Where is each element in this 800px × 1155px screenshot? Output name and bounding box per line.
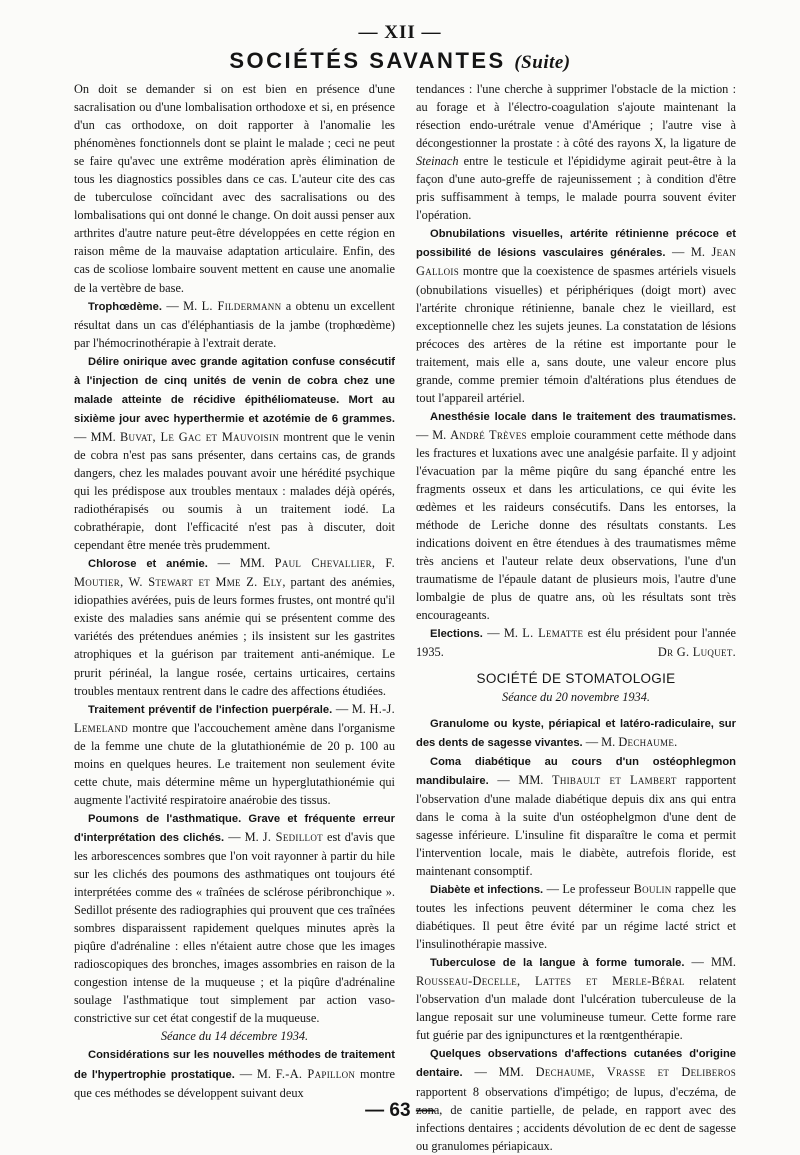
paragraph-heading: Elections. — [430, 628, 483, 641]
author-name: F.-A. Papillon — [275, 1066, 356, 1081]
page-number: — 63 — — [365, 1100, 435, 1121]
paragraph-text: est élu président pour l'année 1935. — [416, 626, 737, 660]
paragraph — [416, 714, 736, 752]
author-name: André Trèves — [450, 427, 527, 442]
left-column — [74, 80, 395, 1102]
dash: — M. — [416, 427, 451, 442]
dash: — M. — [224, 829, 263, 844]
paragraph — [74, 700, 395, 809]
author-name: Dechaume, Vrasse et Deliberos — [535, 1065, 736, 1080]
author-name: J. Sedillot — [262, 829, 323, 844]
paragraph — [416, 80, 736, 224]
paragraph — [74, 809, 395, 1028]
paragraph-text: , partant des anémies, idiopathies avérées, puis de leurs formes frustes, ont montré qu'il existe des maladies sans anémie qui se présentent comme des variétés des prétendues anémies ; ils insistent sur les gastrites atrophiques et la guérison par traitement anti-anémique. Le prurit périnéal, la langue rosée, certains urticaires, certains troubles mentaux rentrent dans le cadre des affections étudiées. — [74, 575, 395, 698]
author-name: Buvat, Le Gac et Mauvoisin — [119, 429, 280, 444]
paragraph — [416, 953, 736, 1044]
paragraph-text: rappelle que toutes les infections peuvent déterminer le coma chez les diabétiques. Il peut être évité par un régime lacté strict et l'insulinothérapie massive. — [416, 882, 736, 952]
paragraph-heading: Quelques observations d'affections cutanées d'origine dentaire. — [416, 1048, 736, 1080]
roman-page-number: — XII — — [358, 22, 442, 43]
paragraph — [74, 297, 395, 352]
author-name: L. Fildermann — [201, 298, 282, 313]
dash: — M. — [482, 626, 523, 641]
paragraph — [74, 1045, 395, 1101]
paragraph-text: montre que la coexistence de spasmes artériels visuels (obnubilations visuelles) et périphériques (doigt mort) avec l'artérite chronique rétinienne, banale chez le vieillard, est exceptionnelle chez les sujets jeunes. La constatation de lésions précoces des artères de la rétine est importante pour le traitement, mais elle a, sans doute, une valeur encore plus grande, comme premier témoin d'altérations plus étendues de tout l'appareil artériel. — [416, 264, 736, 405]
paragraph — [416, 624, 736, 661]
paragraph-text: montre que l'accouchement amène dans l'organisme de la femme une chute de la glutathionémie de 20 p. 100 au moins en quelques heures. Le traitement non seulement évite cette chute, mais détermine même un hyperglutathionémie qui augmente l'activité respiratoire anaérobie des tissus. — [74, 720, 395, 807]
session-date: Séance du 20 novembre 1934. — [502, 689, 650, 704]
paragraph-heading: Traitement préventif de l'infection puerpérale. — [88, 703, 333, 716]
author-name: H.-J. Lemeland — [74, 701, 395, 735]
paragraph-text: a obtenu un excellent résultat dans un cas d'éléphantiasis de la jambe (trophœdème) par l'hémocrinothérapie à l'extrait derate. — [74, 298, 395, 350]
dash: — M. — [332, 701, 370, 716]
paragraph-text: rapportent 8 observations d'impétigo; de lupus, d'eczéma, de zona, de canitie partielle, de pelade, en rapport avec des infections dentaires ; accidents dévolution de ec dent de sagesse ou granulomes périapicaux. — [416, 1084, 736, 1153]
paragraph-text: emploie couramment cette méthode dans les fractures et luxations avec une analgésie parfaite. Il y adjoint l'évacuation par la même piqûre du sang épanché entre les fragments osseux et dans les articulations, ce qui évite les œdèmes et les raideurs consécutifs. Dans les entorses, la méthode de Leriche donne des résultats constants. Les indications doivent en être étendues à des traumatismes même très anciens et l'auteur relate deux observations, l'une d'un traumatisme de l'épaule datant de plusieurs mois, l'autre d'une lombalgie de plus de quatre ans, où les résultats sont très encourageants. — [416, 427, 737, 623]
paragraph — [416, 752, 736, 880]
author-name: Dechaume. — [618, 734, 678, 749]
paragraph-heading: Délire onirique avec grande agitation confuse consécutif à l'injection de cinq unités de venin de cobra chez une malade atteinte de récidive épithéliomateuse. Mort au sixième jour avec hyperthermie et azotémie de 6 grammes. — [74, 355, 395, 425]
paragraph — [416, 880, 736, 953]
paragraph-heading: Obnubilations visuelles, artérite rétinienne précoce et possibilité de lésions vasculaires générales. — [416, 228, 736, 260]
paragraph-heading: Tuberculose de la langue à forme tumorale. — [430, 957, 685, 970]
author-name: Jean Gallois — [416, 245, 736, 279]
right-column — [416, 80, 736, 1155]
author-name: Paul Chevallier, F. Moutier, W. Stewart et Mme Z. Ely — [74, 556, 395, 590]
paragraph-text: montre que ces méthodes se développent suivant deux — [74, 1066, 395, 1100]
paragraph — [416, 407, 736, 625]
dash: — Le professeur — [543, 882, 634, 897]
paragraph-heading: Considérations sur les nouvelles méthodes de traitement de l'hypertrophie prostatique. — [74, 1049, 395, 1081]
dash: — MM. — [207, 556, 275, 571]
dash: — M. — [234, 1066, 276, 1081]
paragraph-text: montrent que le venin de cobra n'est pas sans présenter, dans certains cas, de grands dangers, chez les malades pouvant avoir une hérédité psychique qui les prédispose aux troubles mentaux : malades déjà opérés, radiothérapisés ou soumis à un traitement iodé. La cobrathérapie, dont l'efficacité n'est pas à discuter, doit cependant être menée très prudemment. — [74, 429, 395, 553]
author-name: Thibault et Lambert — [552, 772, 677, 787]
title-text: SOCIÉTÉS SAVANTES — [229, 48, 506, 73]
dash: — MM. — [684, 955, 736, 970]
dash: — MM. — [488, 772, 552, 787]
author-name: Boulin — [633, 882, 672, 897]
dash: — M. — [161, 298, 202, 313]
paragraph-heading: Anesthésie locale dans le traitement des traumatismes. — [430, 410, 736, 423]
dash: — M. — [582, 734, 619, 749]
paragraph-heading: Trophœdème. — [88, 300, 162, 313]
paragraph-text: est d'avis que les arborescences sombres que l'on voit rayonner à partir du hile sur les clichés des poumons des asthmatiques ont toujours été interprétées comme des « traînées de sclérose péribronchique ». Sedillot présente des radiographies qui prouvent que ces traînées sombres disparaissent rapidement quelques minutes après la piqûre d'adrénaline : elles n'étaient autre chose que les images radioscopiques des bronches, images assombries en raison de la congestion intense de la muqueuse ; et la piqûre d'adrénaline soulage l'asthmatique tout simplement par action vaso-constrictive sur cet état congestif de la muqueuse. — [74, 829, 395, 1026]
author-name: L. Lematte — [522, 626, 584, 641]
signature: Dr G. Luquet. — [657, 645, 736, 660]
paragraph-text: entre le testicule et l'épididyme agirait peut-être à la façon d'une auto-greffe de rajeunissement ; à condition d'être pris suffisamment à temps, le malade pourra souvent éviter l'opération. — [416, 154, 736, 223]
paragraph — [416, 224, 736, 406]
section-title — [0, 48, 800, 74]
dash: — MM. — [74, 429, 120, 444]
paragraph — [74, 352, 395, 555]
paragraph-text: rapportent l'observation d'une malade diabétique depuis dix ans qui entra dans le coma à la suite d'un ostéophelgmon d'une dent de sagesse inférieure. L'insuline fit disparaître le coma et permit l'intervention locale, mais le diabète, autrefois floride, est maintenant consomptif. — [416, 772, 737, 878]
paragraph-heading: Chlorose et anémie. — [88, 558, 208, 571]
paragraph-heading: Diabète et infections. — [430, 884, 544, 897]
paragraph-text: relatent l'observation d'un malade dont l'ulcération tuberculeuse de la langue reposait sur une volumineuse tumeur. Cette forme rare fut guérie par des ignipunctures et la rœntgenthérapie. — [416, 974, 736, 1043]
paragraph-heading: Granulome ou kyste, périapical et latéro-radiculaire, sur des dents de sagesse vivantes. — [416, 717, 736, 749]
paragraph — [74, 554, 395, 699]
dash: — M. — [665, 245, 712, 260]
paragraph-heading: Coma diabétique au cours d'un ostéophlegmon mandibulaire. — [416, 755, 736, 787]
paragraph: On doit se demander si on est bien en présence d'une sacralisation ou d'une lombalisation orthodoxe et si, en présence d'un cas orthodoxe, on doit rapporter à l'anomalie les phénomènes fonctionnels dont se plaint le malade ; ceci ne peut se faire qu'avec une extrême modération après élimination de tous les diagnostics possibles dans ce cas. L'auteur cite des cas de tuberculose coïncidant avec des sacralisations ou des lombalisations qui ont donné le change. On doit aussi penser aux arthrites d'autre nature peut-être développées en cette région en raison même de la mauvaise adaptation articulaire. Enfin, des cas de scoliose lombaire souvent mettent en cause une anomalie de la vertèbre de base. — [74, 82, 395, 295]
paragraph-text: tendances : l'une cherche à supprimer l'obstacle de la miction : au forage et à l'électro-coagulation s'ajoute maintenant la résection endo-urétrale venue d'Amérique ; l'autre vise à décongestionner la prostate : à côté des rayons X, la ligature de — [416, 82, 736, 151]
session-date: Séance du 14 décembre 1934. — [160, 1029, 309, 1044]
society-heading: SOCIÉTÉ DE STOMATOLOGIE — [476, 670, 676, 686]
author-name: Rousseau-Decelle, Lattes et Merle-Béral — [416, 974, 685, 989]
title-suite: (Suite) — [514, 52, 571, 73]
dash: — MM. — [462, 1065, 536, 1080]
italic-name: Steinach — [416, 154, 459, 169]
paragraph-heading: Poumons de l'asthmatique. Grave et fréquente erreur d'interprétation des clichés. — [74, 812, 395, 844]
